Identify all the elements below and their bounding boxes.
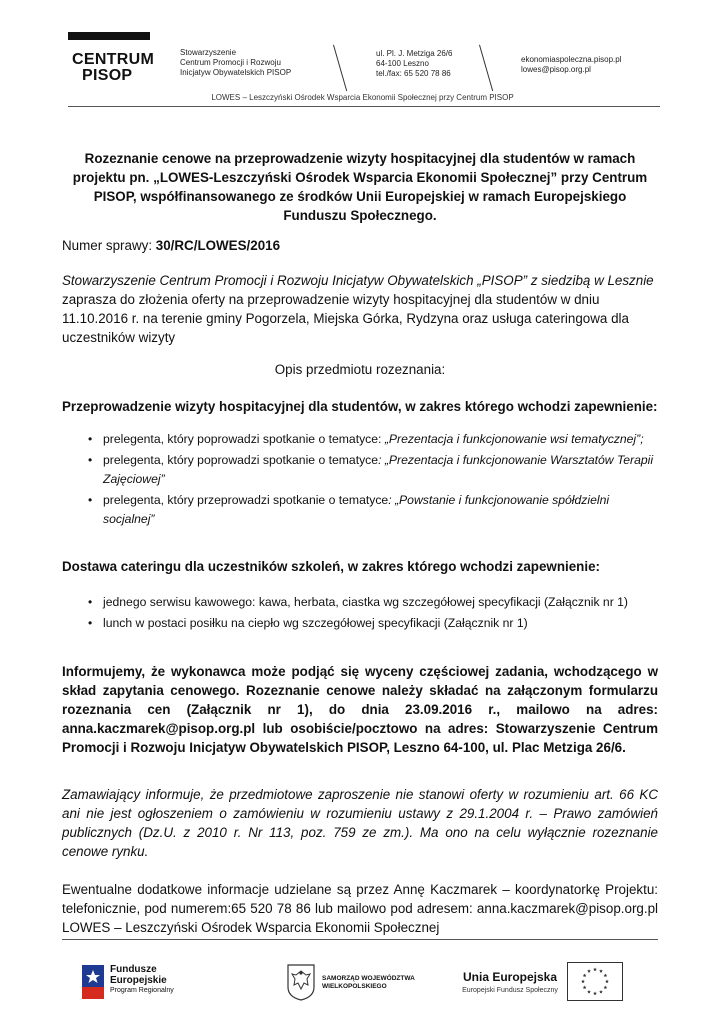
inform-paragraph: Informujemy, że wykonawca może podjąć się wyceny częściowej zadania, wchodzącego w skład zapytania cenowego. Rozeznanie cenowe należy składać na załączonym formularzu rozeznania cen (Załącznik nr 1), do dnia 23.09.2016 r., mailowo na adres: anna.kaczmarek@pisop.org.pl lub osobiście/pocztowo na adres: Stowarzyszenie Centrum Promocji i Rozwoju Inicjatyw Obywatelskich PISOP, Leszno 64-100, ul. Plac Metziga 26/6. (62, 664, 658, 755)
email-link[interactable]: lowes@pisop.org.pl (521, 65, 591, 74)
intro-organization: Stowarzyszenie Centrum Promocji i Rozwoju Inicjatyw Obywatelskich „PISOP” z siedzibą w Lesznie (62, 273, 654, 288)
organization-address (376, 49, 452, 79)
item-lead: prelegenta, który poprowadzi spotkanie o tematyce: (103, 432, 385, 446)
document-title: Rozeznanie cenowe na przeprowadzenie wizyty hospitacyjnej dla studentów w ramach projektu pn. „LOWES-Leszczyński Ośrodek Wsparcia Ekonomii Społecznej” przy Centrum PISOP, współfinansowanego ze środków Unii Europejskiej w ramach Europejskiego Funduszu Społecznego. (72, 151, 648, 223)
logo-line-1: CENTRUM (72, 51, 155, 68)
wielkopolska-eagle-icon (286, 963, 316, 1001)
fundusze-europejskie-logo (110, 964, 174, 996)
organization-name (180, 48, 291, 78)
list-item: • lunch w postaci posiłku na ciepło wg szczegółowej specyfikacji (Załącznik nr 1) (88, 614, 658, 633)
section1-heading: Przeprowadzenie wizyty hospitacyjnej dla studentów, w zakres którego wchodzi zapewnienie: (62, 399, 658, 414)
unia-europejska-text (460, 970, 560, 994)
item-topic: : „Prezentacja i funkcjonowanie Warsztatów Terapii Zajęciowej” (103, 453, 654, 486)
address-line-1: ul. Pl. J. Metziga 26/6 (376, 49, 453, 58)
list-item: • jednego serwisu kawowego: kawa, herbata, ciastka wg szczegółowej specyfikacji (Załącznik nr 1) (88, 593, 658, 612)
org-line-1: Stowarzyszenie (180, 48, 237, 57)
eu-flag-icon (567, 962, 623, 1001)
item-lead: prelegenta, który poprowadzi spotkanie o tematyce (103, 453, 379, 467)
list-item (88, 451, 658, 489)
section2-heading: Dostawa cateringu dla uczestników szkoleń, w zakres którego wchodzi zapewnienie: (62, 559, 600, 574)
footer-rule (62, 939, 658, 940)
lowes-header-line: LOWES – Leszczyński Ośrodek Wsparcia Ekonomii Społecznej przy Centrum PISOP (211, 93, 514, 102)
description-heading: Opis przedmiotu rozeznania: (274, 362, 446, 377)
fe-line-2: Europejskie (110, 975, 167, 986)
ue-title: Unia Europejska (462, 970, 558, 984)
website-link[interactable]: ekonomiaspoleczna.pisop.pl (521, 55, 622, 64)
case-number: 30/RC/LOWES/2016 (155, 238, 281, 253)
header-divider-2 (479, 45, 493, 91)
samorzad-line-2: WIELKOPOLSKIEGO (322, 983, 387, 990)
fundusze-europejskie-icon (82, 965, 104, 999)
centrum-pisop-logo (72, 52, 154, 84)
case-number-label: Numer sprawy: (62, 238, 156, 253)
item-topic: „Prezentacja i funkcjonowanie wsi tematycznej”; (384, 432, 644, 446)
logo-bar (68, 32, 150, 40)
list-item (88, 430, 658, 449)
samorzad-line-1: SAMORZĄD WOJEWÓDZTWA (322, 975, 415, 982)
legal-note: Zamawiający informuje, że przedmiotowe zaproszenie nie stanowi oferty w rozumieniu art. 66 KC ani nie jest ogłoszeniem o zamówieniu w rozumieniu ustawy z 29.1.2004 r. – Prawo zamówień publicznych (Dz.U. z 2010 r. Nr 113, poz. 759 ze zm.). Ma ono na celu wyłącznie rozeznanie cenowe rynku. (62, 787, 658, 859)
fe-line-1: Fundusze (110, 964, 157, 975)
section1-list (88, 430, 658, 531)
organization-contact (521, 55, 622, 75)
list-item (88, 491, 658, 529)
contact-paragraph: Ewentualne dodatkowe informacje udzielane są przez Annę Kaczmarek – koordynatorkę Projektu: telefonicznie, pod numerem:65 520 78 86 lub mailowo pod adresem: anna.kaczmarek@pisop.org.pl LOWES – Leszczyński Ośrodek Wsparcia Ekonomii Społecznej (62, 882, 658, 935)
org-line-2: Centrum Promocji i Rozwoju (180, 58, 281, 67)
samorzad-logo-text (322, 975, 415, 991)
logo-line-2: PISOP (82, 67, 133, 84)
header-rule (68, 106, 660, 107)
org-line-3: Inicjatyw Obywatelskich PISOP (180, 68, 292, 77)
address-line-2: 64-100 Leszno (376, 59, 429, 68)
intro-text: zaprasza do złożenia oferty na przeprowadzenie wizyty hospitacyjnej dla studentów w dniu 11.10.2016 r. na terenie gminy Pogorzela, Miejska Górka, Rydzyna oraz usługa cateringowa dla uczestników wizyty (62, 292, 629, 345)
address-line-3: tel./fax: 65 520 78 86 (376, 69, 451, 78)
case-number-line (62, 236, 280, 255)
item-lead: prelegenta, który przeprowadzi spotkanie o tematyce (103, 493, 389, 507)
item-topic: : „Powstanie i funkcjonowanie spółdzielni socjalnej” (103, 493, 610, 526)
header-divider-1 (333, 45, 347, 91)
intro-paragraph (62, 271, 658, 347)
section2-list (88, 593, 658, 635)
fe-line-3: Program Regionalny (110, 987, 174, 994)
ue-subtitle: Europejski Fundusz Społeczny (462, 987, 558, 994)
